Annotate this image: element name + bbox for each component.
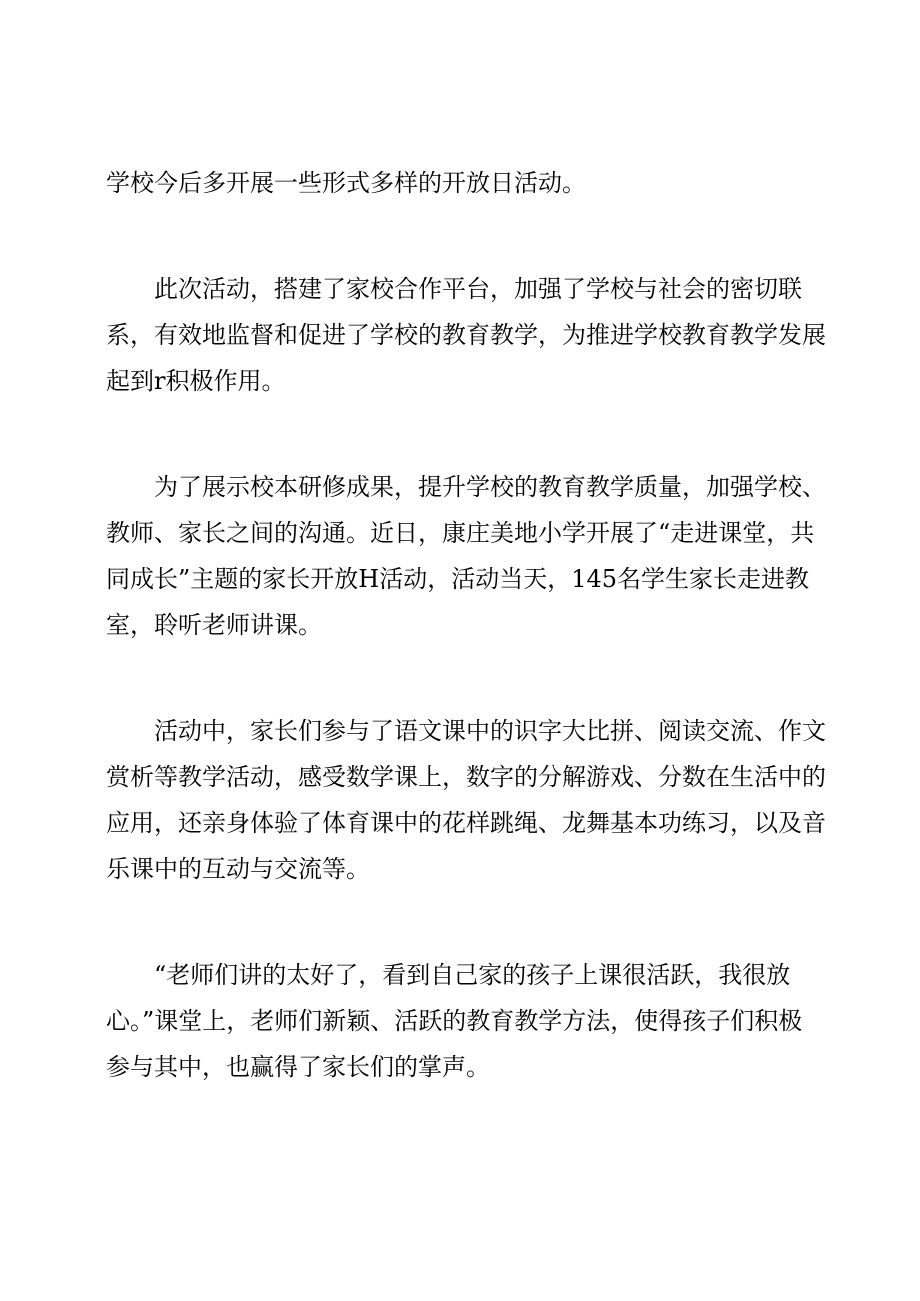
paragraph-line: “老师们讲的太好了，看到自己家的孩子上课很活跃，我很放 [106, 961, 791, 989]
paragraph-gap [106, 892, 816, 952]
intro-line: 学校今后多开展一些形式多样的开放日活动。 [106, 169, 586, 197]
paragraph-line: 乐课中的互动与交流等。 [106, 855, 370, 883]
paragraph-line: 室，聆听老师讲课。 [106, 611, 322, 639]
paragraph-gap [106, 648, 816, 708]
paragraph-line: 同成长”主题的家长开放H活动，活动当天，145名学生家长走进教 [106, 565, 810, 593]
paragraph-line: 起到r积极作用。 [106, 367, 286, 395]
paragraph-gap [106, 404, 816, 464]
paragraph-line: 教师、家长之间的沟通。近日，康庄美地小学开展了“走进课堂，共 [106, 519, 815, 547]
paragraph-4 [106, 952, 816, 1090]
document-body [106, 160, 826, 1090]
paragraph-line: 应用，还亲身体验了体育课中的花样跳绳、龙舞基本功练习，以及音 [106, 809, 826, 837]
paragraph-line: 为了展示校本研修成果，提升学校的教育教学质量，加强学校、 [106, 473, 826, 501]
paragraph-2 [106, 464, 826, 648]
paragraph-line: 心。”课堂上，老师们新颖、活跃的教育教学方法，使得孩子们积极 [106, 1007, 803, 1035]
paragraph-line: 活动中，家长们参与了语文课中的识字大比拼、阅读交流、作文 [106, 717, 826, 745]
paragraph-3 [106, 708, 826, 892]
paragraph-1 [106, 266, 826, 404]
paragraph-line: 此次活动，搭建了家校合作平台，加强了学校与社会的密切联 [106, 275, 802, 303]
paragraph-gap [106, 206, 816, 266]
paragraph-line: 参与其中，也赢得了家长们的掌声。 [106, 1053, 490, 1081]
paragraph-line: 赏析等教学活动，感受数学课上，数字的分解游戏、分数在生活中的 [106, 763, 826, 791]
paragraph-line: 系，有效地监督和促进了学校的教育教学，为推进学校教育教学发展 [106, 321, 826, 349]
